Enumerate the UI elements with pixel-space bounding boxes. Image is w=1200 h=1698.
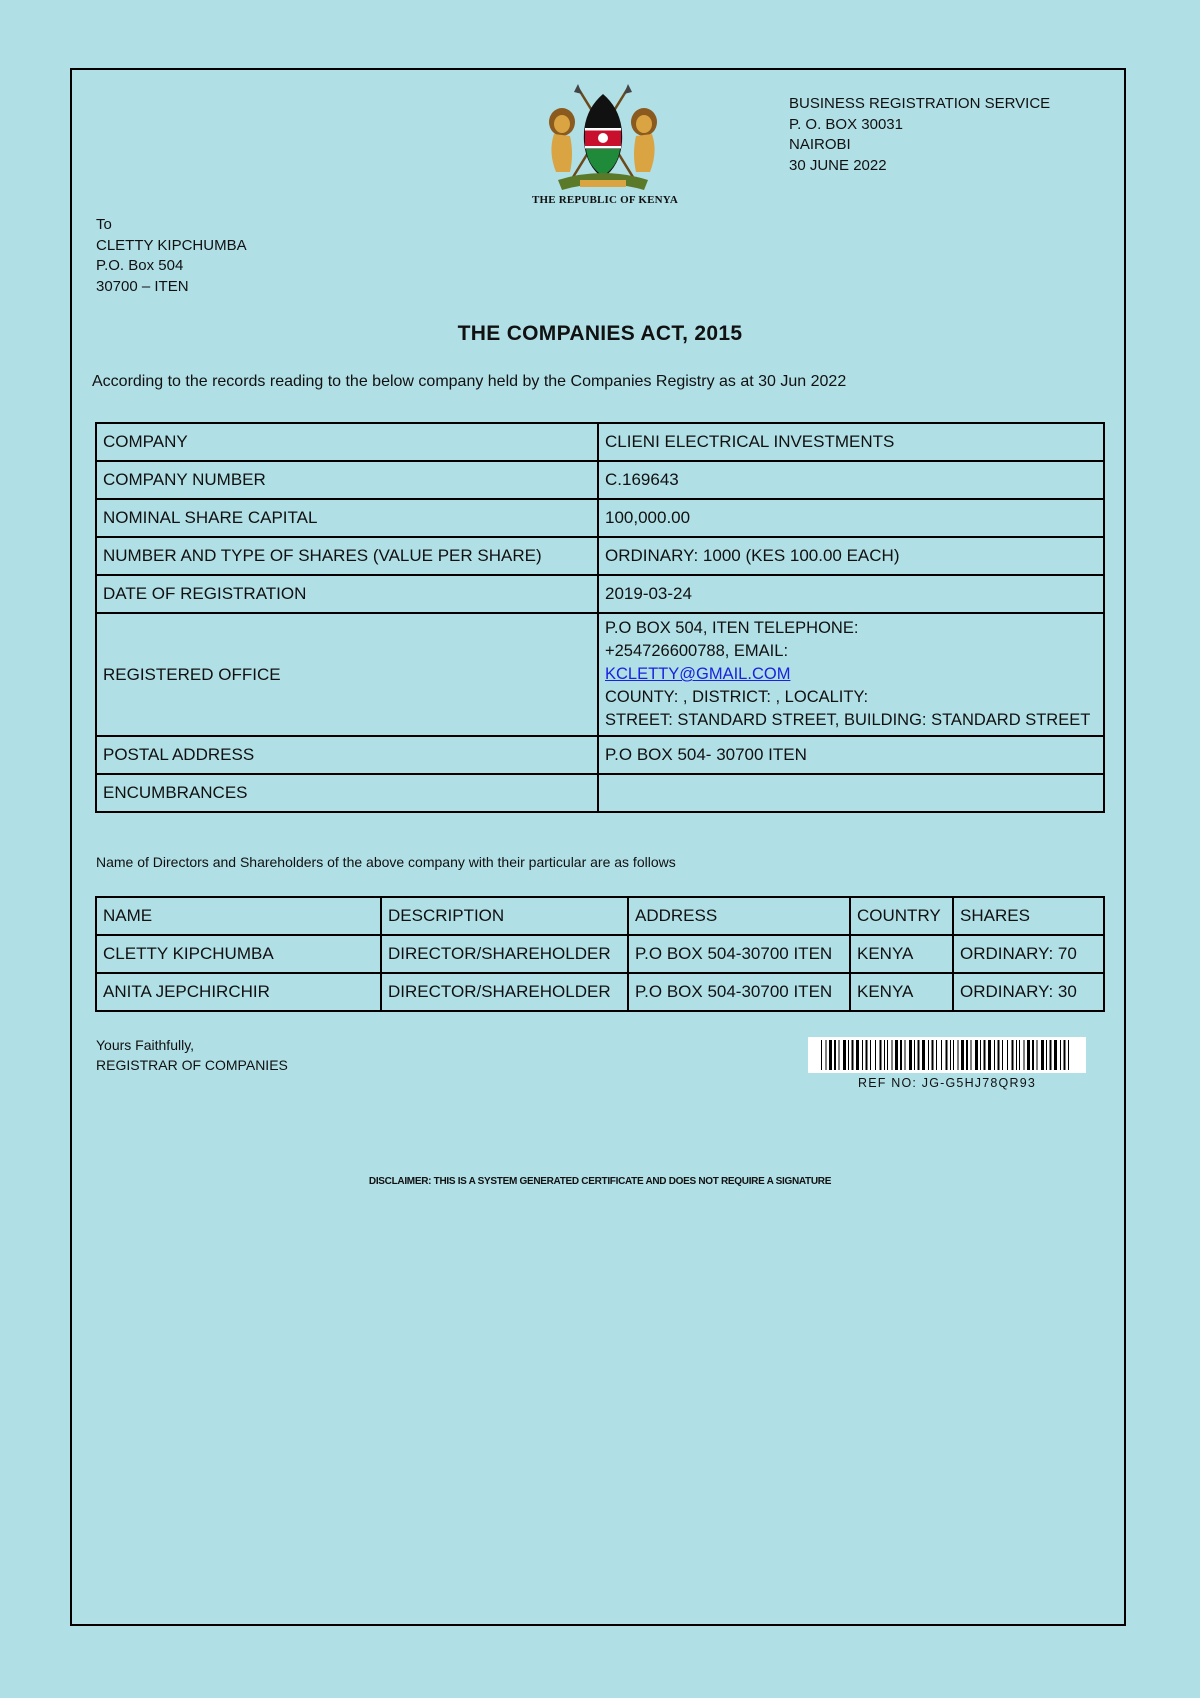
table-row [96,537,1104,575]
barcode-bar [880,1040,882,1070]
barcode-bar [1027,1040,1030,1070]
column-header: SHARES [953,897,1104,935]
barcode-bar [961,1040,964,1070]
barcode-bar [936,1040,937,1070]
table-row [96,575,1104,613]
barcode-bar [870,1040,871,1070]
sender-address [789,94,1050,176]
table-cell: KENYA [850,973,953,1011]
barcode-bar [994,1040,995,1070]
barcode-bar [946,1040,948,1070]
table-cell: P.O BOX 504-30700 ITEN [628,973,850,1011]
office-line: +254726600788, EMAIL: [605,642,789,660]
barcode-bar [971,1040,972,1070]
sender-line: NAIROBI [789,136,851,153]
recipient-line: P.O. Box 504 [96,257,184,274]
row-value [598,774,1104,812]
barcode-bar [918,1040,920,1070]
barcode-bar [1024,1040,1025,1070]
company-info-table [95,422,1105,813]
table-row [96,613,1104,736]
sender-line: P. O. BOX 30031 [789,115,903,133]
table-cell: CLETTY KIPCHUMBA [96,935,381,973]
barcode-bar [1037,1040,1038,1070]
table-row [96,423,1104,461]
barcode-bar [900,1040,902,1070]
column-header: ADDRESS [628,897,850,935]
email-link[interactable]: KCLETTY@GMAIL.COM [605,665,791,683]
barcode-bar [932,1040,934,1070]
row-label: DATE OF REGISTRATION [96,575,598,613]
directors-caption: Name of Directors and Shareholders of the above company with their particular are as follows [96,854,676,870]
closing-salutation: Yours Faithfully, [96,1037,195,1053]
recipient-line: CLETTY KIPCHUMBA [96,236,247,254]
barcode-bar [892,1040,893,1070]
table-cell: ANITA JEPCHIRCHIR [96,973,381,1011]
barcode-bar [895,1040,898,1070]
barcode-bar [1002,1040,1003,1070]
barcode-bar [834,1040,836,1070]
recipient-line: To [96,216,112,233]
barcode-bar [1064,1040,1066,1070]
barcode-icon [808,1037,1086,1073]
registered-office-value [598,613,1104,736]
barcode-bar [887,1040,888,1070]
intro-text: According to the records reading to the below company held by the Companies Registry as at 30 Jun 2022 [92,373,847,390]
barcode-bar [975,1040,978,1070]
column-header: COUNTRY [850,897,953,935]
row-value: 2019-03-24 [598,575,1104,613]
closing-title: REGISTRAR OF COMPANIES [96,1056,288,1073]
barcode-bar [1060,1040,1061,1070]
barcode-bar [980,1040,981,1070]
barcode-bar [1050,1040,1052,1070]
table-row [96,774,1104,812]
barcode-bar [966,1040,968,1070]
row-label: ENCUMBRANCES [96,774,598,812]
table-cell: ORDINARY: 30 [953,973,1104,1011]
barcode-bar [941,1040,942,1070]
barcode-bar [1019,1040,1020,1070]
table-header-row [96,897,1104,935]
row-value: ORDINARY: 1000 (KES 100.00 EACH) [598,537,1104,575]
table-cell: P.O BOX 504-30700 ITEN [628,935,850,973]
row-label: REGISTERED OFFICE [96,613,598,736]
table-row [96,973,1104,1011]
barcode-bar [950,1040,951,1070]
barcode-bar [1046,1040,1047,1070]
barcode-bar [998,1040,1000,1070]
office-line: STREET: STANDARD STREET, BUILDING: STANDARD STREET [605,711,1091,729]
barcode-bar [884,1040,885,1070]
barcode-bar [953,1040,954,1070]
table-cell: ORDINARY: 70 [953,935,1104,973]
barcode-bar [958,1040,959,1070]
row-value: 100,000.00 [598,499,1104,537]
barcode-bar [856,1040,859,1070]
column-header: DESCRIPTION [381,897,628,935]
sender-line: BUSINESS REGISTRATION SERVICE [789,95,1051,112]
office-line: COUNTY: , DISTRICT: , LOCALITY: [605,688,869,706]
barcode-bar [852,1040,854,1070]
coat-of-arms-caption: THE REPUBLIC OF KENYA [531,194,679,206]
table-cell: KENYA [850,935,953,973]
document-title: THE COMPANIES ACT, 2015 [457,322,743,345]
row-value: C.169643 [598,461,1104,499]
row-label: COMPANY [96,423,598,461]
barcode-bar [909,1040,912,1070]
barcode-bar [829,1040,832,1070]
barcode-bar [839,1040,840,1070]
table-row [96,499,1104,537]
barcode-bar [905,1040,906,1070]
barcode-bar [843,1040,846,1070]
table-row [96,935,1104,973]
barcode-bar [984,1040,986,1070]
barcode-bar [875,1040,876,1070]
barcode-bar [821,1040,822,1070]
barcode-bar [1068,1040,1069,1070]
column-header: NAME [96,897,381,935]
directors-table [95,896,1105,1012]
row-value: CLIENI ELECTRICAL INVESTMENTS [598,423,1104,461]
barcode-bar [1016,1040,1017,1070]
barcode-bar [914,1040,915,1070]
barcode-bar [866,1040,868,1070]
recipient-address [96,215,247,297]
barcode-bar [1012,1040,1014,1070]
barcode-bar [848,1040,849,1070]
row-label: NOMINAL SHARE CAPITAL [96,499,598,537]
table-cell: DIRECTOR/SHAREHOLDER [381,935,628,973]
table-row [96,736,1104,774]
row-label: COMPANY NUMBER [96,461,598,499]
recipient-line: 30700 – ITEN [96,277,189,295]
document-border [70,68,1126,1626]
table-row [96,461,1104,499]
barcode-bar [1032,1040,1034,1070]
reference-number: REF NO: JG-G5HJ78QR93 [857,1076,1036,1090]
row-value: P.O BOX 504- 30700 ITEN [598,736,1104,774]
barcode-bar [928,1040,929,1070]
disclaimer-text: DISCLAIMER: THIS IS A SYSTEM GENERATED CERTIFICATE AND DOES NOT REQUIRE A SIGNATURE [368,1176,832,1187]
row-label: POSTAL ADDRESS [96,736,598,774]
barcode-bar [1054,1040,1057,1070]
barcode-bar [1007,1040,1008,1070]
closing-signature-block [96,1036,288,1075]
barcode-bar [988,1040,991,1070]
kenya-coat-of-arms-icon [540,82,666,192]
office-line: P.O BOX 504, ITEN TELEPHONE: [605,619,859,637]
barcode-bar [1041,1040,1044,1070]
barcode-bar [826,1040,827,1070]
barcode-bar [922,1040,925,1070]
row-label: NUMBER AND TYPE OF SHARES (VALUE PER SHARE) [96,537,598,575]
table-cell: DIRECTOR/SHAREHOLDER [381,973,628,1011]
barcode-bar [862,1040,863,1070]
letter-date: 30 JUNE 2022 [789,156,887,174]
